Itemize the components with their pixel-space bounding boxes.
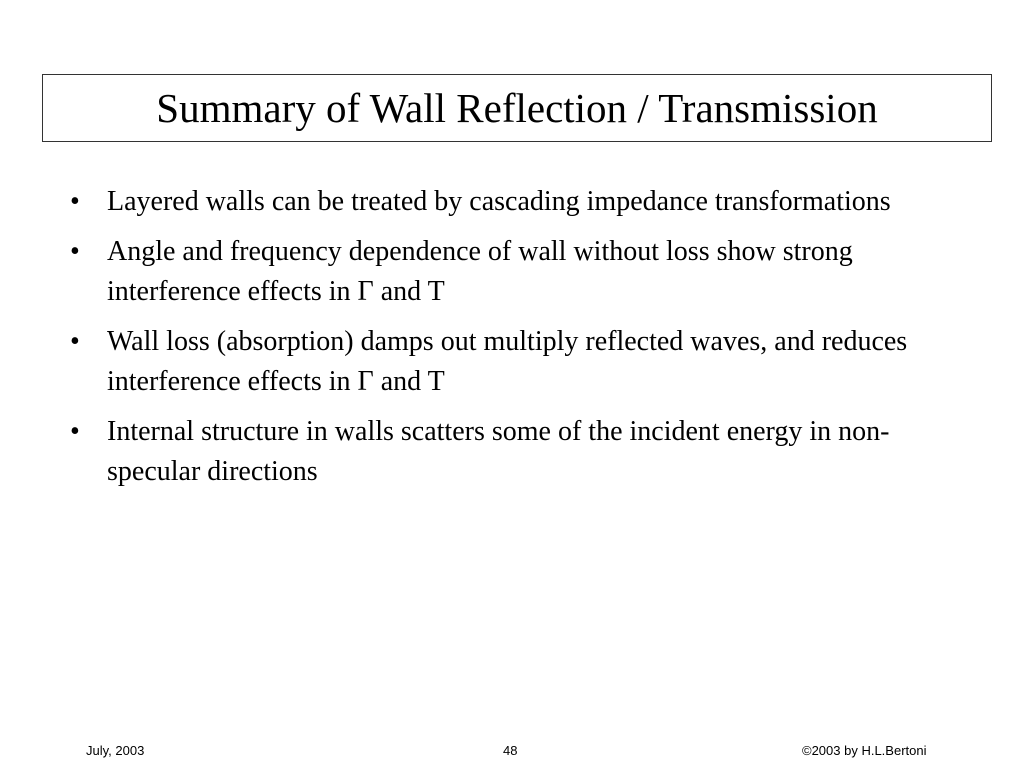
footer-date: July, 2003 — [86, 743, 145, 758]
bullet-item — [70, 412, 970, 492]
slide-title: Summary of Wall Reflection / Transmission — [156, 84, 878, 131]
bullet-item — [70, 232, 970, 312]
bullet-icon: • — [70, 416, 80, 447]
footer-page-number: 48 — [503, 743, 518, 758]
footer-copyright: ©2003 by H.L.Bertoni — [802, 743, 927, 758]
bullet-text: Wall loss (absorption) damps out multiply reflected waves, and reduces interference effects in Γ and T — [107, 326, 908, 397]
bullet-text: Layered walls can be treated by cascading impedance transformations — [107, 186, 891, 217]
bullet-item — [70, 182, 970, 222]
bullet-item — [70, 322, 970, 402]
bullet-list — [70, 182, 970, 502]
bullet-icon: • — [70, 326, 80, 357]
title-box — [42, 74, 992, 142]
bullet-icon: • — [70, 186, 80, 217]
bullet-icon: • — [70, 236, 80, 267]
bullet-text: Internal structure in walls scatters some of the incident energy in non-specular directions — [107, 416, 890, 487]
bullet-text: Angle and frequency dependence of wall without loss show strong interference effects in Γ and T — [107, 236, 853, 307]
